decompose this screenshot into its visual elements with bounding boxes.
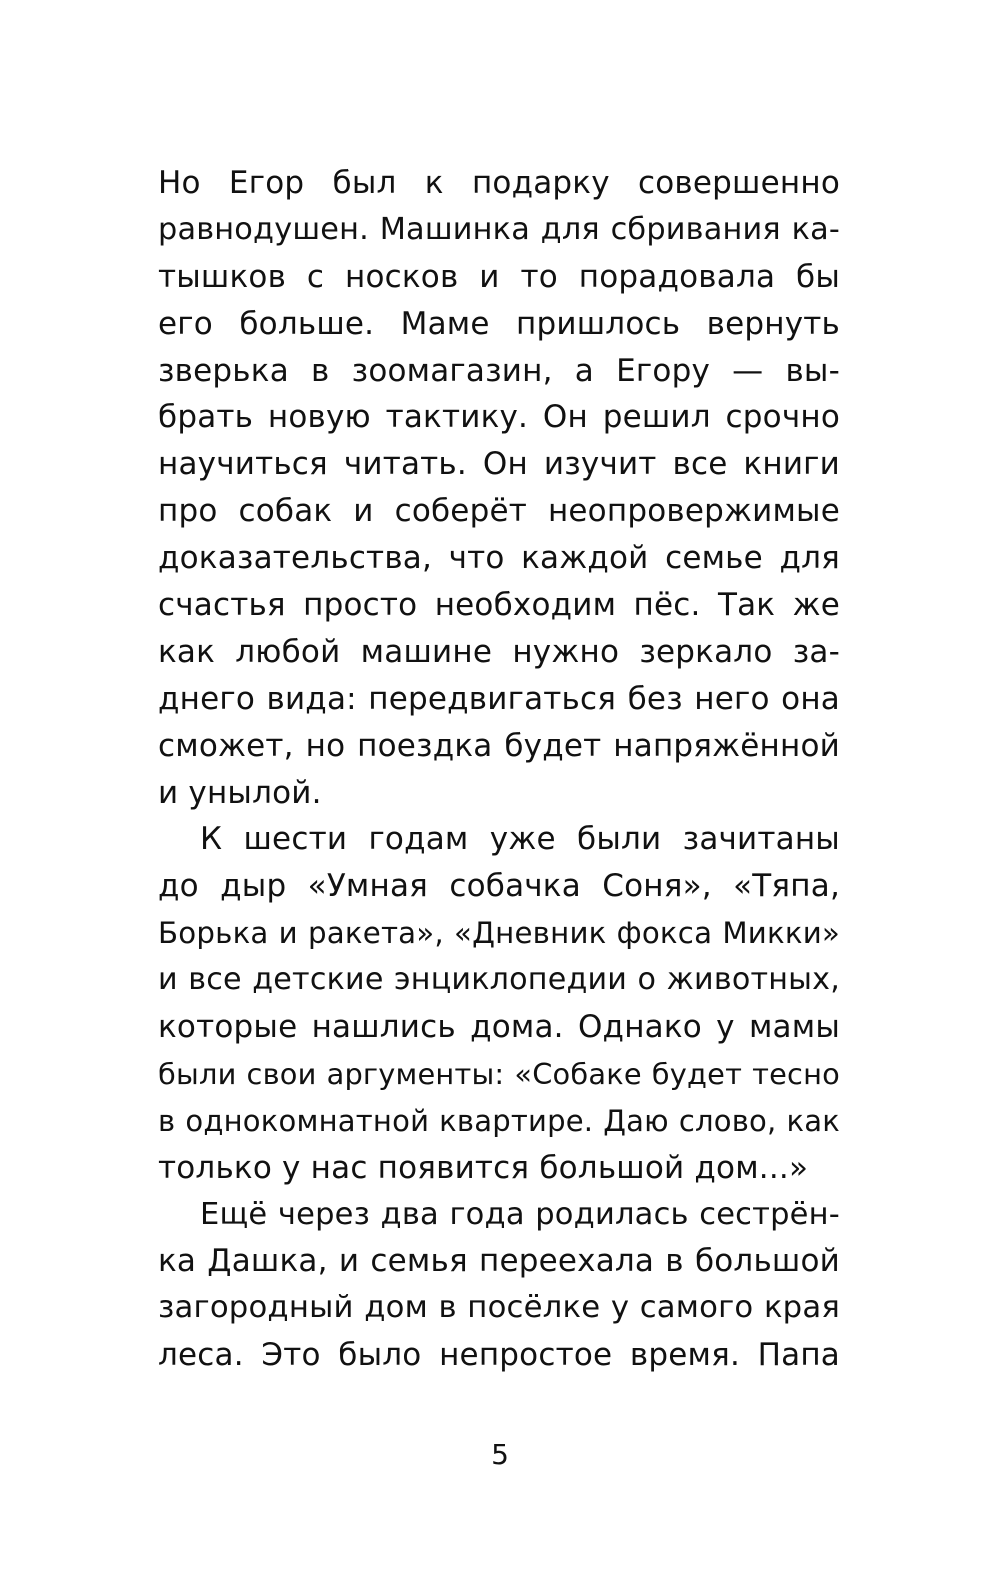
- text-line: загородный дом в посёлке у самого края: [158, 1290, 840, 1326]
- text-line: зверька в зоомагазин, а Егору — вы-: [158, 352, 840, 389]
- text-line: про собак и соберёт неопровержимые: [158, 493, 840, 530]
- text-line: его больше. Маме пришлось вернуть: [158, 305, 840, 342]
- text-line: тышков с носков и то порадовала бы: [158, 258, 840, 295]
- text-line: Но Егор был к подарку совершенно: [158, 165, 840, 201]
- text-line: леса. Это было непростое время. Папа: [158, 1337, 840, 1374]
- body-text: [158, 160, 840, 1379]
- text-line: которые нашлись дома. Однако у мамы: [158, 1009, 840, 1046]
- text-line: брать новую тактику. Он решил срочно: [158, 399, 840, 436]
- text-line: днего вида: передвигаться без него она: [158, 680, 840, 717]
- page-number: 5: [491, 1438, 509, 1471]
- text-line: и все детские энциклопедии о животных,: [158, 962, 840, 998]
- text-line: и унылой.: [158, 774, 322, 811]
- text-line: до дыр «Умная собачка Соня», «Тяпа,: [158, 868, 840, 905]
- text-line: доказательства, что каждой семье для: [158, 540, 840, 577]
- text-line: научиться читать. Он изучит все книги: [158, 446, 840, 483]
- text-line: ка Дашка, и семья переехала в большой: [158, 1243, 840, 1280]
- text-line: сможет, но поездка будет напряжённой: [158, 727, 840, 764]
- text-line: счастья просто необходим пёс. Так же: [158, 587, 840, 624]
- text-line: равнодушен. Машинка для сбривания ка-: [158, 211, 840, 247]
- text-line: были свои аргументы: «Собаке будет тесно: [158, 1056, 840, 1091]
- text-line: К шести годам уже были зачитаны: [200, 821, 840, 858]
- text-line: только у нас появится большой дом...»: [158, 1149, 809, 1186]
- text-line: как любой машине нужно зеркало за-: [158, 633, 840, 670]
- text-line: Ещё через два года родилась сестрён-: [200, 1196, 840, 1232]
- text-line: в однокомнатной квартире. Даю слово, как: [158, 1103, 840, 1138]
- text-line: Борька и ракета», «Дневник фокса Микки»: [158, 916, 840, 951]
